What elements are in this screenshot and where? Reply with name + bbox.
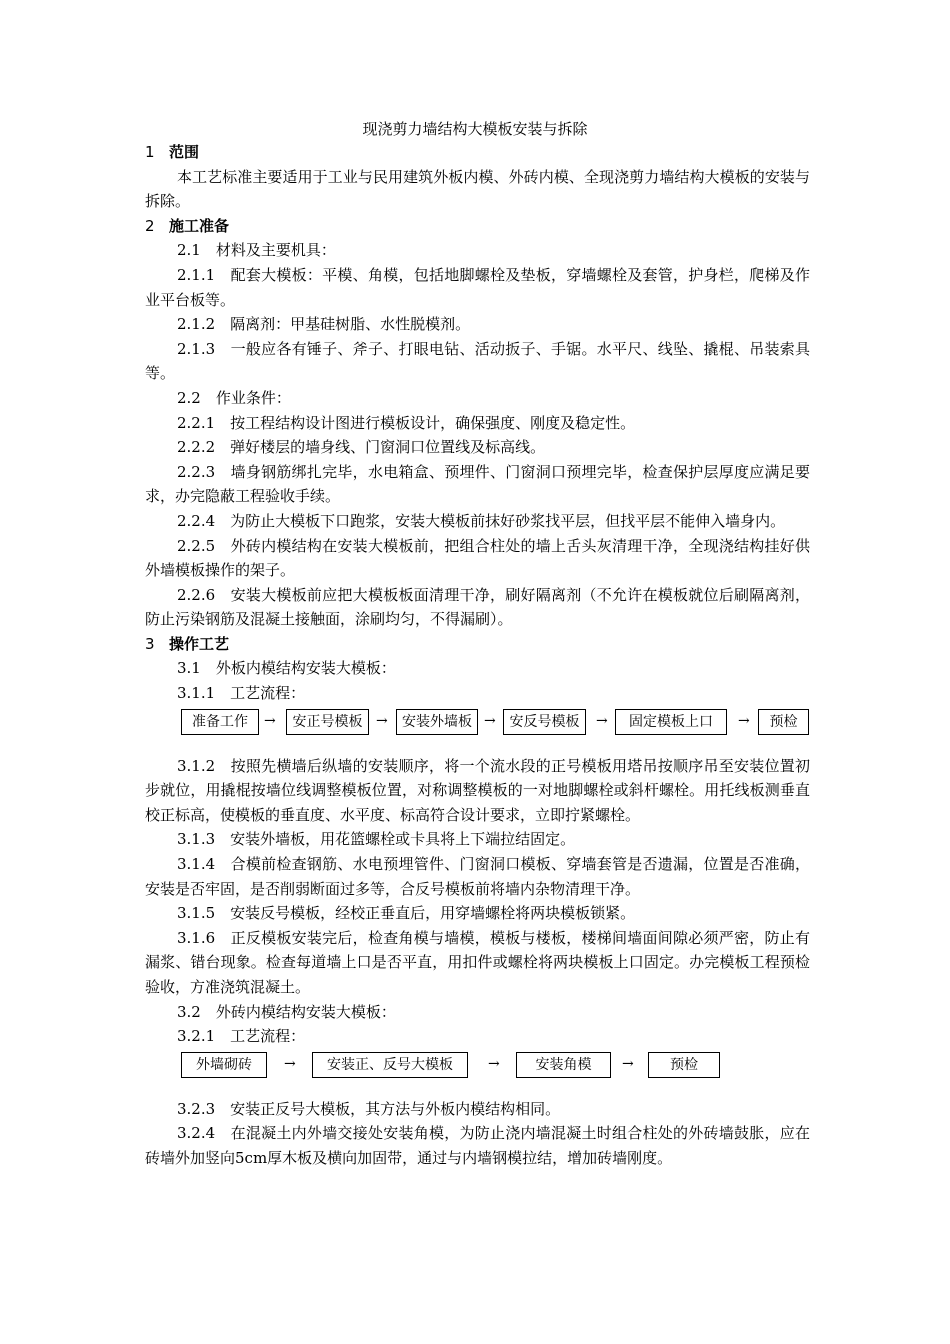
- document-title: 现浇剪力墙结构大模板安装与拆除: [362, 120, 588, 138]
- flow1-step-5: 固定模板上口: [615, 709, 727, 735]
- paragraph-3-1-2: 3.1.2 按照先横墙后纵墙的安装顺序，将一个流水段的正号模板用塔吊按顺序吊至安装位置初步就位，用撬棍按墙位线调整模板位置，对称调整模板的一对地脚螺栓或斜杆螺栓。用托线板测垂直校正标高，使模板的垂直度、水平度、标高符合设计要求，立即拧紧螺栓。: [145, 756, 810, 824]
- paragraph-2-2-5: 2.2.5 外砖内模结构在安装大模板前，把组合柱处的墙上舌头灰清理干净，全现浇结构挂好供外墙模板操作的架子。: [145, 536, 810, 580]
- paragraph-3-1-1: 3.1.1 工艺流程：: [177, 684, 306, 703]
- paragraph-3-2: 3.2 外砖内模结构安装大模板：: [177, 1002, 396, 1021]
- flow2-arrow-1: →: [284, 1055, 296, 1072]
- section-1-number: 1: [145, 143, 155, 161]
- flow1-arrow-1: →: [264, 712, 276, 729]
- flow2-step-1: 外墙砌砖: [181, 1052, 267, 1078]
- paragraph-2-2-2: 2.2.2 弹好楼层的墙身线、门窗洞口位置线及标高线。: [177, 438, 546, 457]
- paragraph-2-2-4: 2.2.4 为防止大模板下口跑浆，安装大模板前抹好砂浆找平层，但找平层不能伸入墙身内。: [177, 511, 786, 530]
- paragraph-2-1-3: 2.1.3 一般应各有锤子、斧子、打眼电钻、活动扳子、手锯。水平尺、线坠、撬棍、吊装索具等。: [145, 339, 810, 383]
- flow1-step-6: 预检: [758, 709, 809, 735]
- section-1-heading: [145, 140, 810, 165]
- flow1-step-4: 安反号模板: [503, 709, 586, 735]
- paragraph-2-1: 2.1 材料及主要机具：: [177, 241, 336, 260]
- paragraph-3-2-4: 3.2.4 在混凝土内外墙交接处安装角模，为防止浇内墙混凝土时组合柱处的外砖墙鼓胀，应在砖墙外加竖向5cm厚木板及横向加固带，通过与内墙钢模拉结，增加砖墙刚度。: [145, 1124, 810, 1167]
- flow2-step-4: 预检: [648, 1052, 720, 1078]
- flow1-arrow-2: →: [376, 712, 388, 729]
- paragraph-3-1-6: 3.1.6 正反模板安装完后，检查角模与墙模，模板与楼板，楼梯间墙面间隙必须严密，防止有漏浆、错台现象。检查每道墙上口是否平直，用扣件或螺栓将两块模板上口固定。办完模板工程预检验收，方准浇筑混凝土。: [145, 928, 810, 996]
- paragraph-3-2-1: 3.2.1 工艺流程：: [177, 1027, 306, 1046]
- section-1-title: 范围: [169, 143, 200, 161]
- flow2-step-2: 安装正、反号大模板: [312, 1052, 468, 1078]
- section-2-heading: [145, 214, 810, 239]
- paragraph-3-1-5: 3.1.5 安装反号模板，经校正垂直后，用穿墙螺栓将两块模板锁紧。: [177, 904, 636, 923]
- flow2-step-3: 安装角模: [516, 1052, 611, 1078]
- paragraph-1: 本工艺标准主要适用于工业与民用建筑外板内模、外砖内模、全现浇剪力墙结构大模板的安装与拆除。: [145, 167, 810, 211]
- section-2-number: 2: [145, 216, 155, 235]
- paragraph-3-1-3: 3.1.3 安装外墙板，用花篮螺栓或卡具将上下端拉结固定。: [177, 830, 576, 849]
- paragraph-2-2-6: 2.2.6 安装大模板前应把大模板板面清理干净，刷好隔离剂（不允许在模板就位后刷隔离剂，防止污染钢筋及混凝土接触面，涂刷均匀，不得漏刷）。: [145, 585, 810, 629]
- paragraph-3-1-4: 3.1.4 合模前检查钢筋、水电预埋管件、门窗洞口模板、穿墙套管是否遗漏，位置是否准确，安装是否牢固，是否削弱断面过多等，合反号模板前将墙内杂物清理干净。: [145, 855, 810, 898]
- paragraph-3-2-3: 3.2.3 安装正反号大模板，其方法与外板内模结构相同。: [177, 1099, 561, 1118]
- paragraph-3-1: 3.1 外板内模结构安装大模板：: [177, 659, 396, 678]
- paragraph-2-2: 2.2 作业条件：: [177, 388, 291, 407]
- flow1-step-3: 安装外墙板: [396, 709, 478, 735]
- flow2-arrow-3: →: [622, 1055, 634, 1072]
- paragraph-2-1-1: 2.1.1 配套大模板：平模、角模，包括地脚螺栓及垫板，穿墙螺栓及套管，护身栏，爬梯及作业平台板等。: [145, 265, 810, 309]
- document-body: [145, 140, 810, 1171]
- flow2-arrow-2: →: [488, 1055, 500, 1072]
- paragraph-2-1-2: 2.1.2 隔离剂：甲基硅树脂、水性脱模剂。: [177, 315, 471, 334]
- paragraph-2-2-3: 2.2.3 墙身钢筋绑扎完毕，水电箱盒、预埋件、门窗洞口预埋完毕，检查保护层厚度应满足要求，办完隐蔽工程验收手续。: [145, 462, 810, 506]
- process-flow-1: [145, 707, 810, 745]
- flow1-step-1: 准备工作: [181, 709, 259, 735]
- section-2-title: 施工准备: [169, 216, 230, 235]
- section-3-number: 3: [145, 634, 155, 653]
- flow1-arrow-4: →: [596, 712, 608, 729]
- process-flow-2: [145, 1050, 810, 1088]
- flow1-arrow-5: →: [738, 712, 750, 729]
- flow1-arrow-3: →: [484, 712, 496, 729]
- paragraph-2-2-1: 2.2.1 按工程结构设计图进行模板设计，确保强度、刚度及稳定性。: [177, 413, 636, 432]
- flow1-step-2: 安正号模板: [286, 709, 369, 735]
- section-3-heading: [145, 632, 810, 657]
- section-3-title: 操作工艺: [169, 634, 230, 653]
